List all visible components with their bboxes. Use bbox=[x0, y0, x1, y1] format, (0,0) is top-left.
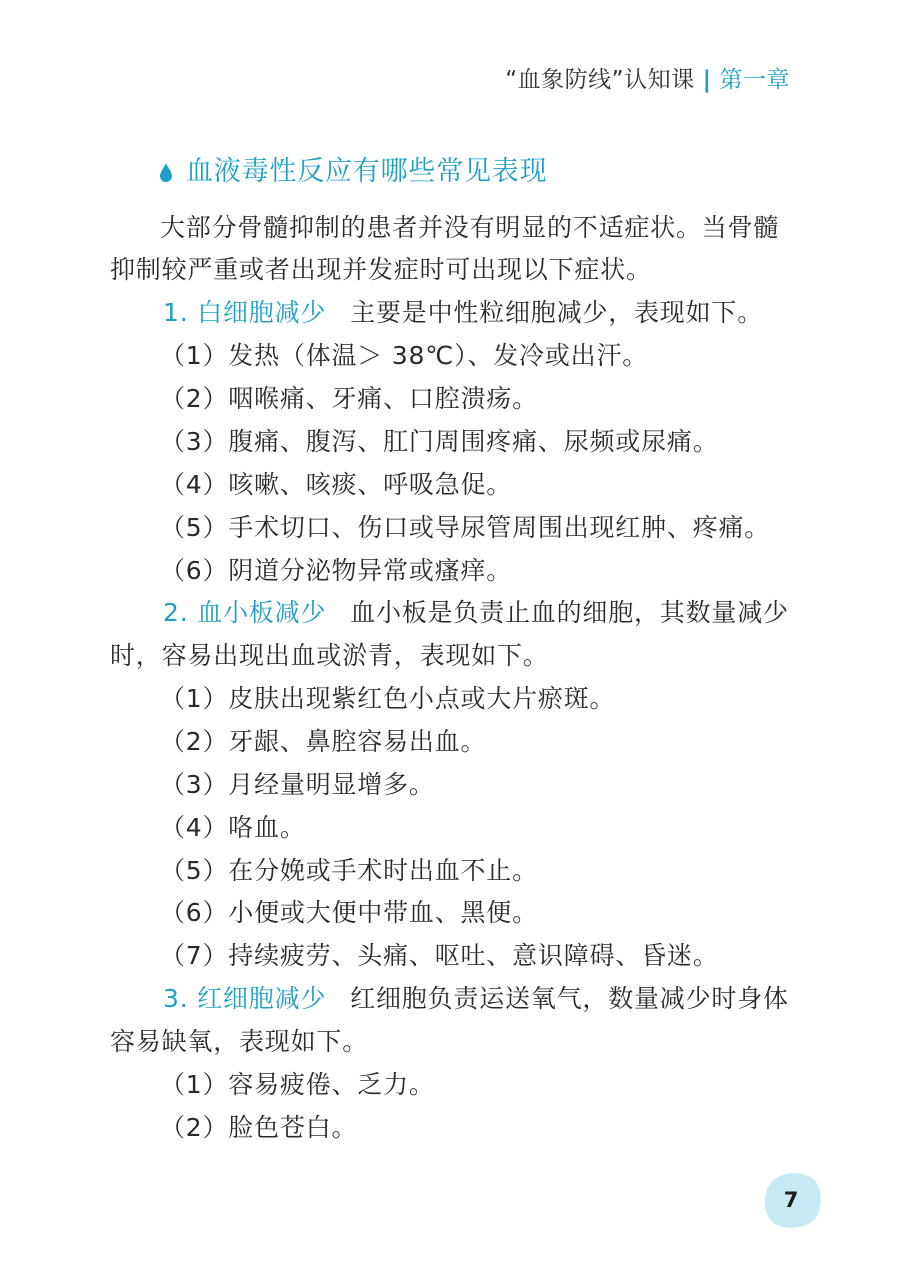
wbc-paragraph bbox=[163, 298, 763, 328]
list-item: （5）手术切口、伤口或导尿管周围出现红肿、疼痛。 bbox=[160, 513, 771, 542]
list-item: （4）咳嗽、咳痰、呼吸急促。 bbox=[160, 470, 513, 499]
plt-lead-line-2: 时，容易出现出血或淤青，表现如下。 bbox=[110, 641, 549, 670]
rbc-lead-line-2: 容易缺氧，表现如下。 bbox=[110, 1027, 369, 1056]
plt-heading: 2. 血小板减少 bbox=[163, 598, 327, 627]
list-item: （3）月经量明显增多。 bbox=[160, 770, 435, 799]
header-separator: | bbox=[702, 67, 712, 93]
list-item: （3）腹痛、腹泻、肛门周围疼痛、尿频或尿痛。 bbox=[160, 427, 719, 456]
rbc-lead-line-1: 红细胞负责运送氧气，数量减少时身体 bbox=[350, 984, 789, 1013]
rbc-heading: 3. 红细胞减少 bbox=[163, 984, 327, 1013]
list-item: （2）咽喉痛、牙痛、口腔溃疡。 bbox=[160, 384, 538, 413]
list-item: （7）持续疲劳、头痛、呕吐、意识障碍、昏迷。 bbox=[160, 941, 719, 970]
wbc-lead: 主要是中性粒细胞减少，表现如下。 bbox=[350, 298, 764, 327]
list-item: （2）牙龈、鼻腔容易出血。 bbox=[160, 727, 487, 756]
list-item: （1）皮肤出现紫红色小点或大片瘀斑。 bbox=[160, 684, 616, 713]
section-title bbox=[160, 155, 547, 189]
wbc-heading: 1. 白细胞减少 bbox=[163, 298, 327, 327]
page-number: 7 bbox=[783, 1188, 799, 1212]
list-item: （5）在分娩或手术时出血不止。 bbox=[160, 856, 538, 885]
water-drop-icon bbox=[160, 163, 172, 182]
plt-paragraph bbox=[163, 598, 789, 628]
list-item: （1）发热（体温＞ 38℃）、发冷或出汗。 bbox=[160, 341, 649, 370]
page-number-badge bbox=[760, 1170, 822, 1230]
intro-line-2: 抑制较严重或者出现并发症时可出现以下症状。 bbox=[110, 255, 652, 284]
intro-line-1: 大部分骨髓抑制的患者并没有明显的不适症状。当骨髓 bbox=[160, 213, 780, 242]
list-item: （6）小便或大便中带血、黑便。 bbox=[160, 898, 538, 927]
list-item: （4）咯血。 bbox=[160, 813, 306, 842]
course-title: “血象防线”认知课 bbox=[505, 67, 695, 93]
plt-lead-line-1: 血小板是负责止血的细胞，其数量减少 bbox=[350, 598, 789, 627]
running-header bbox=[505, 64, 790, 96]
list-item: （1）容易疲倦、乏力。 bbox=[160, 1070, 435, 1099]
list-item: （2）脸色苍白。 bbox=[160, 1113, 358, 1142]
list-item: （6）阴道分泌物异常或瘙痒。 bbox=[160, 556, 513, 585]
chapter-label: 第一章 bbox=[719, 67, 790, 93]
rbc-paragraph bbox=[163, 984, 789, 1014]
section-title-text: 血液毒性反应有哪些常见表现 bbox=[186, 156, 548, 187]
